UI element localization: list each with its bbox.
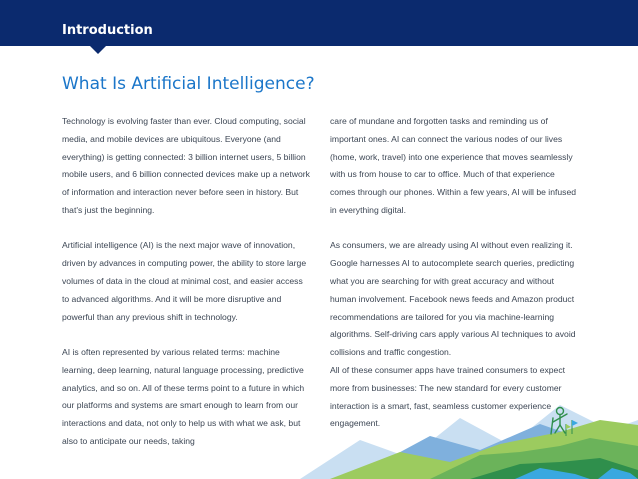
paragraph: AI is often represented by various related terms: machine learning, deep learning, natural language processing, predictive analytics, and so on. All of these terms point to a future in which our platforms and systems are smart enough to learn from our interactions and data, not only to help us with what we ask, but also to anticipate our needs, taking [62,346,305,446]
paragraph: All of these consumer apps have trained consumers to expect more from businesses: The new standard for every customer interaction is a smart, fast, seamless customer experience engagement. [330,364,566,429]
section-label: Introduction [62,23,153,38]
paragraph: As consumers, we are already using AI without even realizing it. Google harnesses AI to autocomplete search queries, predicting what you are searching for with great accuracy and without human involvement. Facebook news feeds and Amazon product recommendations are tailored for you via machine-learning algorithms. Self-driving cars apply various AI techniques to avoid collisions and traffic congestion. [330,240,576,358]
page-title: What Is Artificial Intelligence? [62,74,315,94]
paragraph: care of mundane and forgotten tasks and reminding us of important ones. AI can connect the various nodes of our lives (home, work, travel) into one experience that moves seamlessly with us from house to car to office. Much of that experience comes through our phones. Within a few years, AI will be infused in everything digital. [330,116,577,215]
paragraph: Artificial intelligence (AI) is the next major wave of innovation, driven by advances in computing power, the ability to store large volumes of data in the cloud at minimal cost, and easier access to advanced algorithms. And it will be more disruptive and powerful than any previous shift in technology. [62,240,307,322]
paragraph: Technology is evolving faster than ever. Cloud computing, social media, and mobile devices are ubiquitous. Everyone (and everything) is getting connected: 3 billion internet users, 5 billion mobile users, and 6 billion connected devices make up a network of information and interaction never before seen in history. But that's just the beginning. [62,116,310,215]
